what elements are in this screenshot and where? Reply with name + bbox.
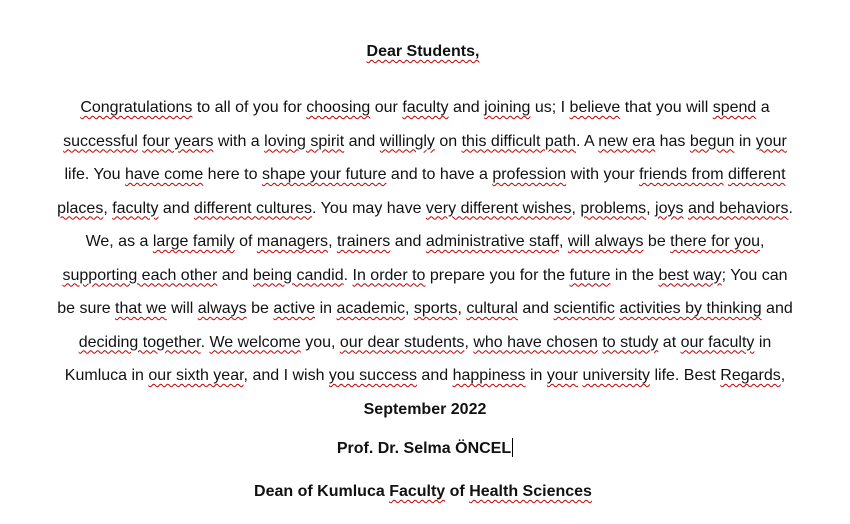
text-run: begun <box>689 132 735 150</box>
text-run: deciding together <box>78 333 201 351</box>
text-run: there for you <box>670 233 760 250</box>
text-run: and to have a <box>386 166 493 183</box>
text-run: in <box>734 132 756 150</box>
text-run: at <box>658 333 681 351</box>
text-run: who have chosen <box>473 333 598 351</box>
text-run: in <box>525 367 547 384</box>
text-run: choosing <box>306 99 371 116</box>
text-run: here to <box>203 166 262 183</box>
text-run: profession <box>492 166 567 183</box>
text-run: , <box>646 199 656 217</box>
text-run: . You may have <box>312 199 426 217</box>
text-run: cultural <box>466 300 518 317</box>
text-run: , <box>464 333 474 351</box>
text-run: has <box>655 132 690 150</box>
signer-name: Prof. Dr. Selma ÖNCEL <box>336 440 512 457</box>
text-run: friends from <box>639 166 724 183</box>
text-run: , <box>559 233 568 250</box>
text-run: spend <box>712 99 757 116</box>
text-run: loving spirit <box>264 132 345 150</box>
text-run: and <box>517 300 554 317</box>
text-run: in <box>315 300 337 317</box>
text-run: , <box>457 300 467 317</box>
text-run: trainers <box>336 233 391 250</box>
text-run: will always <box>567 233 644 250</box>
signer-title <box>0 480 846 504</box>
text-run: of <box>234 233 257 250</box>
text-run: successful <box>63 132 138 150</box>
text-run: activities by thinking <box>619 300 762 317</box>
text-run: . A <box>576 132 599 150</box>
text-run: four years <box>142 132 214 150</box>
text-run: faculty <box>402 99 449 116</box>
text-run: . <box>343 266 353 284</box>
text-run: and <box>390 233 426 250</box>
text-run: and <box>416 367 453 384</box>
text-run: We welcome <box>209 333 301 351</box>
text-run: prepare you for the <box>425 266 570 284</box>
text-run: shape your future <box>261 166 387 183</box>
text-run: and <box>448 99 485 116</box>
text-run: Regards <box>720 367 781 384</box>
text-run: be <box>246 300 274 317</box>
text-run: different places <box>57 166 786 217</box>
text-run: being candid <box>252 266 344 284</box>
text-run: with your <box>566 166 640 183</box>
text-run: your <box>755 132 787 150</box>
title-faculty: Faculty <box>389 483 446 500</box>
text-run: our sixth year <box>148 367 244 384</box>
text-run: sports <box>413 300 458 317</box>
text-run: will <box>166 300 198 317</box>
signer-line <box>0 437 850 461</box>
text-run: managers <box>256 233 329 250</box>
text-run: with a <box>213 132 265 150</box>
text-run: and <box>344 132 380 150</box>
text-run: , <box>404 300 414 317</box>
text-run: a <box>756 99 770 116</box>
text-run: in the <box>610 266 659 284</box>
text-run: our faculty <box>680 333 755 351</box>
text-cursor <box>512 438 513 457</box>
text-run: in Kumluca in <box>64 333 772 384</box>
title-middle: of <box>445 483 470 500</box>
text-run: administrative staff <box>425 233 559 250</box>
salutation-text: Dear Students, <box>366 43 480 60</box>
text-run: large family <box>152 233 235 250</box>
text-run: on <box>434 132 462 150</box>
text-run: our dear students <box>339 333 465 351</box>
text-run: have come <box>124 166 204 183</box>
text-run: and <box>761 300 793 317</box>
text-run: , and I wish <box>243 367 329 384</box>
text-run: , <box>571 199 581 217</box>
text-run: ; You can be sure <box>57 266 788 317</box>
text-run: to study <box>602 333 659 351</box>
salutation-heading <box>0 40 846 64</box>
text-run: active <box>273 300 316 317</box>
text-run: . <box>200 333 210 351</box>
text-run: very different wishes <box>425 199 572 217</box>
text-run: , <box>759 233 765 250</box>
text-run: future <box>569 266 611 284</box>
text-run: , <box>780 367 786 384</box>
text-run: and <box>217 266 253 284</box>
text-run: and <box>158 199 195 217</box>
text-run: our <box>370 99 403 116</box>
text-run: and behaviors <box>687 199 789 217</box>
text-run: best way <box>658 266 722 284</box>
text-run: scientific <box>553 300 615 317</box>
text-run: joys <box>655 199 684 217</box>
text-run: that you will <box>620 99 713 116</box>
text-run: Congratulations <box>80 99 193 116</box>
title-sciences: Health Sciences <box>469 483 592 500</box>
text-run: that we <box>115 300 167 317</box>
text-run: you success <box>328 367 417 384</box>
text-run: always <box>197 300 247 317</box>
text-run: this difficult path <box>461 132 577 150</box>
text-run: willingly <box>379 132 435 150</box>
text-run: believe <box>569 99 621 116</box>
text-run: be <box>643 233 671 250</box>
date-text: September 2022 <box>363 400 487 418</box>
text-run: problems <box>580 199 647 217</box>
text-run: , <box>328 233 337 250</box>
text-run: supporting each other <box>62 266 218 284</box>
text-run: . We, as a <box>85 199 793 250</box>
text-run: us; I <box>530 99 570 116</box>
text-run: happiness <box>452 367 526 384</box>
text-run: you, <box>300 333 340 351</box>
text-run: life. You <box>64 166 125 183</box>
text-run: academic <box>336 300 405 317</box>
text-run: faculty <box>112 199 159 217</box>
text-run: your <box>546 367 578 384</box>
letter-paragraph <box>54 91 796 426</box>
text-run: university <box>582 367 651 384</box>
text-run: new era <box>598 132 656 150</box>
title-prefix: Dean of Kumluca <box>254 483 390 500</box>
text-run: joining <box>484 99 531 116</box>
text-run: , <box>103 199 113 217</box>
text-run: different cultures <box>194 199 313 217</box>
text-run: life. Best <box>650 367 721 384</box>
text-run: In order to <box>352 266 426 284</box>
text-run: to all of you for <box>192 99 307 116</box>
